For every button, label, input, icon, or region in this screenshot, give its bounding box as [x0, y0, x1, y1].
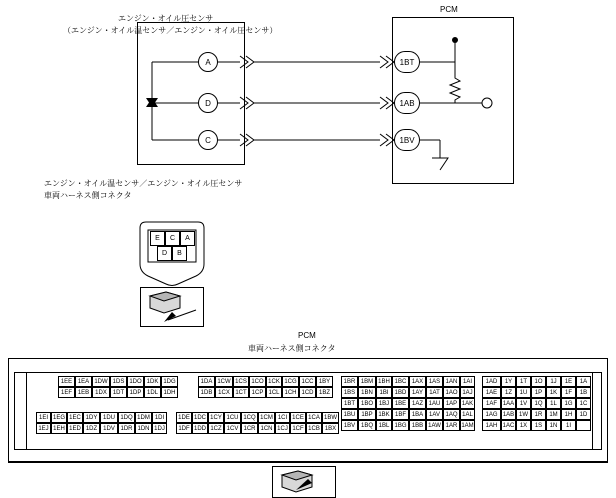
pin-cell: 1AG — [482, 409, 501, 420]
pin-cell: 1CR — [241, 423, 258, 434]
sensor-terminal-c: C — [198, 130, 218, 150]
face-cell: A — [180, 231, 195, 246]
pin-cell: 1DD — [192, 423, 208, 434]
pin-cell: 1EG — [51, 412, 67, 423]
pin-cell: 1CE — [290, 412, 306, 423]
pin-cell: 1EH — [51, 423, 67, 434]
pin-cell: 1EJ — [36, 423, 51, 434]
pin-cell: 1E — [561, 376, 576, 387]
pin-cell: 1AC — [501, 420, 516, 431]
pin-cell: 1BD — [392, 387, 409, 398]
pin-cell: 1J — [546, 376, 561, 387]
pin-cell: 1BN — [358, 387, 376, 398]
pin-cell: 1DC — [192, 412, 208, 423]
pin-cell: 1S — [531, 420, 546, 431]
pin-cell: 1CT — [233, 387, 249, 398]
pin-cell: 1DH — [161, 387, 178, 398]
pin-cell: 1DS — [110, 376, 127, 387]
face-cell: C — [165, 231, 180, 246]
pin-cell: 1BT — [341, 398, 358, 409]
pin-cell: 1BV — [341, 420, 358, 431]
pin-cell: 1DI — [152, 412, 167, 423]
pin-cell: 1BP — [358, 409, 376, 420]
pin-cell: 1AT — [426, 387, 443, 398]
pin-cell: 1CB — [306, 423, 322, 434]
pin-cell: 1CX — [215, 387, 233, 398]
pin-cell: 1U — [516, 387, 531, 398]
pcm-connector-title-line1: PCM — [298, 331, 316, 340]
pin-cell: 1AR — [443, 420, 460, 431]
pin-cell: 1O — [531, 376, 546, 387]
pin-cell: 1BA — [409, 409, 426, 420]
pin-cell: 1AL — [460, 409, 475, 420]
pin-cell: 1V — [516, 398, 531, 409]
pcm-connector-title-line2: 車両ハーネス側コネクタ — [248, 344, 336, 353]
pin-cell: 1CM — [258, 412, 275, 423]
pin-cell: 1CU — [224, 412, 241, 423]
pin-cell: 1CC — [299, 376, 316, 387]
pin-cell: 1CJ — [275, 423, 290, 434]
pin-cell: 1BM — [358, 376, 376, 387]
pin-cell: 1DV — [100, 423, 118, 434]
pin-cell: 1CL — [266, 387, 282, 398]
pin-cell: 1CP — [249, 387, 266, 398]
pin-cell: 1EE — [58, 376, 75, 387]
sensor-terminal-a: A — [198, 52, 218, 72]
pin-cell: 1BC — [392, 376, 409, 387]
pin-cell: 1CV — [224, 423, 241, 434]
sensor-terminal-d: D — [198, 93, 218, 113]
pin-cell: 1G — [561, 398, 576, 409]
pin-cell: 1B — [576, 387, 591, 398]
pin-cell: 1R — [531, 409, 546, 420]
pin-cell: 1CH — [282, 387, 299, 398]
pin-cell: 1BK — [376, 409, 392, 420]
pin-cell: 1AU — [426, 398, 443, 409]
pcm-terminal-1bt: 1BT — [394, 51, 420, 73]
pin-cell: 1AI — [460, 376, 475, 387]
pin-cell: 1BX — [322, 423, 339, 434]
pin-cell: 1CO — [249, 376, 266, 387]
pin-cell: 1EA — [75, 376, 92, 387]
pin-cell: 1CY — [208, 412, 224, 423]
pin-cell: 1AY — [409, 387, 426, 398]
pin-cell: 1AV — [426, 409, 443, 420]
pin-cell: 1AK — [460, 398, 475, 409]
pin-cell: 1BJ — [376, 398, 392, 409]
pin-cell: 1BW — [322, 412, 339, 423]
pin-cell: 1Z — [501, 387, 516, 398]
pin-cell: 1ED — [67, 423, 83, 434]
pin-cell: 1AN — [443, 376, 460, 387]
pin-cell: 1BY — [316, 376, 333, 387]
pin-cell: 1K — [546, 387, 561, 398]
sensor-title-line2: （エンジン・オイル温センサ／エンジン・オイル圧センサ） — [63, 26, 278, 35]
pin-cell: 1AQ — [443, 409, 460, 420]
pin-cell: 1AB — [501, 409, 516, 420]
pin-cell: 1Q — [531, 398, 546, 409]
pin-cell: 1DZ — [83, 423, 100, 434]
pin-cell: 1Y — [501, 376, 516, 387]
pin-cell: 1DE — [176, 412, 192, 423]
pin-cell: 1DP — [127, 387, 144, 398]
pin-cell: 1AE — [482, 387, 501, 398]
pin-cell: 1AW — [426, 420, 443, 431]
pin-cell: 1DM — [135, 412, 152, 423]
pin-cell: 1DX — [92, 387, 110, 398]
pin-cell: 1EB — [75, 387, 92, 398]
pin-cell: 1C — [576, 398, 591, 409]
pin-cell: 1N — [546, 420, 561, 431]
pin-cell: 1I — [561, 420, 576, 431]
pin-cell: 1CN — [258, 423, 275, 434]
pin-cell: 1L — [546, 398, 561, 409]
sensor-title-line1: エンジン・オイル圧センサ — [118, 14, 214, 23]
pin-cell: 1CW — [215, 376, 233, 387]
pin-cell: 1DT — [110, 387, 127, 398]
connector-title-line2: 車両ハーネス側コネクタ — [44, 191, 132, 200]
pin-cell: 1BQ — [358, 420, 376, 431]
pin-cell: 1DB — [198, 387, 215, 398]
pin-cell: 1AD — [482, 376, 501, 387]
pin-cell: 1BR — [341, 376, 358, 387]
pin-cell: 1CD — [299, 387, 316, 398]
pin-cell: 1T — [516, 376, 531, 387]
pin-cell: 1DO — [127, 376, 144, 387]
pin-cell: 1AJ — [460, 387, 475, 398]
pin-cell: 1BO — [358, 398, 376, 409]
pin-cell: 1BB — [409, 420, 426, 431]
face-cell: E — [150, 231, 165, 246]
pin-cell: 1AA — [501, 398, 516, 409]
pin-cell: 1CG — [282, 376, 299, 387]
pin-cell: 1EI — [36, 412, 51, 423]
pin-cell: 1BI — [376, 387, 392, 398]
pin-cell: 1DJ — [152, 423, 167, 434]
pin-cell: 1AS — [426, 376, 443, 387]
pin-cell: 1DK — [144, 376, 161, 387]
pin-cell: 1X — [516, 420, 531, 431]
face-cell: B — [172, 246, 187, 261]
pin-cell: 1DW — [92, 376, 110, 387]
pin-cell: 1DR — [118, 423, 135, 434]
pin-cell: 1BF — [392, 409, 409, 420]
pin-cell: 1A — [576, 376, 591, 387]
pin-cell: 1DU — [100, 412, 118, 423]
pin-cell: 1AF — [482, 398, 501, 409]
pin-cell: 1AZ — [409, 398, 426, 409]
pin-cell: 1DF — [176, 423, 192, 434]
pin-cell: 1EC — [67, 412, 83, 423]
pin-cell: 1DG — [161, 376, 178, 387]
pin-cell: 1BH — [376, 376, 392, 387]
pin-cell: 1CZ — [208, 423, 224, 434]
pin-cell: 1W — [516, 409, 531, 420]
pin-cell: 1M — [546, 409, 561, 420]
pin-cell: 1AH — [482, 420, 501, 431]
pin-cell: 1AP — [443, 398, 460, 409]
pin-cell: 1BZ — [316, 387, 333, 398]
pin-cell: 1BU — [341, 409, 358, 420]
face-cell: D — [157, 246, 172, 261]
pin-cell: 1CF — [290, 423, 306, 434]
pin-cell: 1BG — [392, 420, 409, 431]
pin-cell: 1H — [561, 409, 576, 420]
pin-cell: 1CA — [306, 412, 322, 423]
pin-cell: 1AO — [443, 387, 460, 398]
pin-cell: 1DA — [198, 376, 215, 387]
pin-cell: 1F — [561, 387, 576, 398]
pin-cell: 1BS — [341, 387, 358, 398]
pin-cell: 1DL — [144, 387, 161, 398]
pin-cell: 1DQ — [118, 412, 135, 423]
pin-cell: 1DY — [83, 412, 100, 423]
pin-cell: 1D — [576, 409, 591, 420]
pcm-label-top: PCM — [440, 5, 458, 14]
pin-cell: 1CS — [233, 376, 249, 387]
pin-cell: 1AM — [460, 420, 475, 431]
pin-cell: 1EF — [58, 387, 75, 398]
pin-cell: 1P — [531, 387, 546, 398]
pin-cell: 1CQ — [241, 412, 258, 423]
connector-title-line1: エンジン・オイル温センサ／エンジン・オイル圧センサ — [44, 179, 243, 188]
pin-cell: 1AX — [409, 376, 426, 387]
pin-cell: 1CK — [266, 376, 282, 387]
pcm-terminal-1ab: 1AB — [394, 92, 420, 114]
pcm-terminal-1bv: 1BV — [394, 129, 420, 151]
pin-cell: 1DN — [135, 423, 152, 434]
pin-cell: 1CI — [275, 412, 290, 423]
pin-cell: 1BE — [392, 398, 409, 409]
pin-cell: 1BL — [376, 420, 392, 431]
